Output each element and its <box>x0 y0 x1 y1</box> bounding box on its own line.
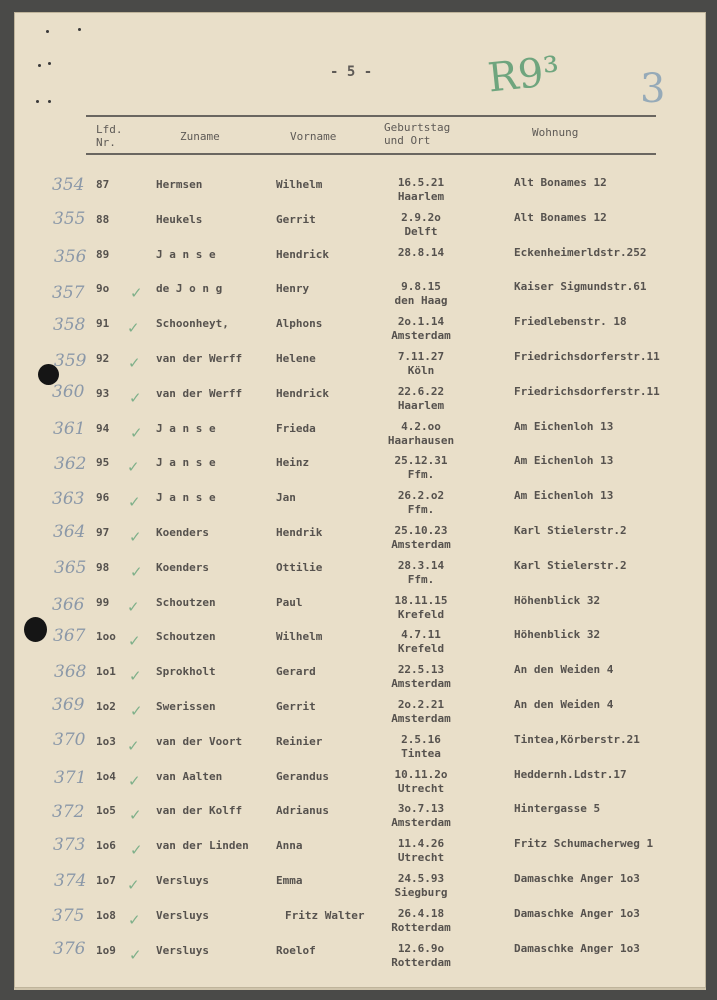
header-geburtstag: Geburtstag und Ort <box>384 121 451 147</box>
handwritten-running-number: 357 <box>52 283 85 304</box>
row-number: 1oo <box>96 630 116 644</box>
address-cell: Damaschke Anger 1o3 <box>514 941 640 955</box>
birth-date: 16.5.21 <box>397 176 445 189</box>
handwritten-running-number: 369 <box>52 695 85 715</box>
birth-date: 25.10.23 <box>394 524 448 537</box>
surname-cell: Heukels <box>156 212 203 226</box>
row-number: 93 <box>96 386 110 400</box>
table-row <box>0 487 717 521</box>
handwritten-running-number: 355 <box>53 208 86 229</box>
birth-cell <box>386 733 456 760</box>
handwritten-running-number: 368 <box>54 662 87 683</box>
surname-cell: Schoutzen <box>156 595 216 609</box>
check-mark-icon: ✓ <box>130 284 143 303</box>
birth-cell <box>386 454 456 481</box>
firstname-cell: Paul <box>276 595 303 609</box>
row-number: 98 <box>96 560 110 574</box>
handwritten-running-number: 372 <box>52 802 85 823</box>
address-cell: Friedrichsdorferstr.11 <box>514 350 660 363</box>
birth-date: 2.5.16 <box>401 732 441 746</box>
surname-cell: van der Linden <box>156 839 249 853</box>
check-mark-icon: ✓ <box>128 354 141 372</box>
check-mark-icon: ✓ <box>129 388 142 407</box>
address-cell: Damaschke Anger 1o3 <box>514 872 640 885</box>
surname-cell: Versluys <box>156 943 209 957</box>
punch-mark <box>48 62 51 65</box>
handwritten-running-number: 374 <box>54 871 87 891</box>
address-cell: Am Eichenloh 13 <box>514 419 614 433</box>
birth-cell <box>386 628 456 655</box>
table-row <box>0 940 717 974</box>
table-row <box>0 418 717 452</box>
row-number: 1o3 <box>96 734 116 748</box>
address-cell: Hintergasse 5 <box>514 802 601 816</box>
check-mark-icon: ✓ <box>130 841 143 860</box>
birth-date: 2.9.2o <box>401 210 441 224</box>
firstname-cell: Jan <box>276 491 296 505</box>
birth-date: 4.2.oo <box>401 419 441 433</box>
row-number: 1o9 <box>96 943 116 957</box>
birth-date: 3o.7.13 <box>397 802 445 816</box>
row-number: 1o1 <box>96 665 116 679</box>
birth-place: Tintea <box>401 746 441 760</box>
surname-cell: Koenders <box>156 560 209 574</box>
table-row <box>0 348 717 382</box>
table-row <box>0 174 717 208</box>
row-number: 88 <box>96 212 110 226</box>
handwritten-running-number: 354 <box>52 175 85 195</box>
birth-cell <box>386 698 456 725</box>
row-number: 91 <box>96 317 110 331</box>
birth-place: Krefeld <box>397 607 445 621</box>
birth-date: 26.2.o2 <box>397 489 445 503</box>
check-mark-icon: ✓ <box>127 458 140 477</box>
birth-cell <box>386 280 456 307</box>
address-cell: Heddernh.Ldstr.17 <box>514 767 627 781</box>
birth-date: 22.5.13 <box>397 663 445 677</box>
surname-cell: J a n s e <box>156 456 216 470</box>
birth-cell <box>386 246 456 260</box>
check-mark-icon: ✓ <box>128 632 141 651</box>
birth-cell <box>386 907 456 934</box>
firstname-cell: Hendrick <box>276 247 329 261</box>
birth-place: Utrecht <box>397 781 445 795</box>
surname-cell: J a n s e <box>156 421 216 435</box>
punch-mark <box>36 100 39 103</box>
surname-cell: Versluys <box>156 908 209 922</box>
table-row <box>0 731 717 765</box>
handwritten-running-number: 356 <box>54 246 87 267</box>
firstname-cell: Adrianus <box>276 804 329 818</box>
birth-date: 10.11.2o <box>394 767 448 781</box>
check-mark-icon: ✓ <box>128 910 141 929</box>
birth-date: 4.7.11 <box>401 628 441 642</box>
birth-cell <box>386 385 456 412</box>
surname-cell: van der Werff <box>156 386 243 400</box>
surname-cell: van der Werff <box>156 352 243 365</box>
firstname-cell: Hendrik <box>276 526 323 539</box>
row-number: 1o4 <box>96 769 116 783</box>
surname-cell: Swerissen <box>156 700 216 713</box>
row-number: 99 <box>96 595 110 609</box>
birth-place: Ffm. <box>407 503 435 517</box>
birth-place: Amsterdam <box>391 677 451 691</box>
address-cell: Alt Bonames 12 <box>514 210 607 224</box>
handwritten-corner-number: 3 <box>640 66 666 112</box>
punch-mark <box>48 100 51 103</box>
punch-mark <box>46 30 49 33</box>
handwritten-running-number: 373 <box>53 835 86 856</box>
handwritten-running-number: 361 <box>53 418 86 439</box>
row-number: 1o8 <box>96 908 116 922</box>
row-number: 1o7 <box>96 874 116 887</box>
address-cell: Tintea,Körberstr.21 <box>514 732 640 746</box>
firstname-cell: Fritz Walter <box>285 908 365 922</box>
firstname-cell: Roelof <box>276 943 316 957</box>
check-mark-icon: ✓ <box>130 423 143 442</box>
row-number: 89 <box>96 247 110 261</box>
row-number: 1o6 <box>96 839 116 853</box>
birth-place: Rotterdam <box>391 955 451 969</box>
firstname-cell: Emma <box>276 874 303 887</box>
handwritten-green-mark: R9³ <box>485 48 562 102</box>
firstname-cell: Helene <box>276 352 316 365</box>
firstname-cell: Wilhelm <box>276 630 323 644</box>
firstname-cell: Hendrick <box>276 386 329 400</box>
surname-cell: J a n s e <box>156 247 216 261</box>
address-cell: Damaschke Anger 1o3 <box>514 906 640 920</box>
table-row <box>0 452 717 486</box>
address-cell: Höhenblick 32 <box>514 628 601 642</box>
birth-cell <box>386 837 456 864</box>
birth-place: Utrecht <box>397 851 445 865</box>
row-number: 1o2 <box>96 700 116 713</box>
birth-place: Ffm. <box>407 572 435 586</box>
birth-date: 12.6.9o <box>397 941 445 955</box>
birth-place: Amsterdam <box>391 712 451 725</box>
row-number: 1o5 <box>96 804 116 818</box>
birth-place: Amsterdam <box>391 329 451 343</box>
birth-place: Köln <box>407 364 435 377</box>
check-mark-icon: ✓ <box>129 667 142 686</box>
address-cell: Höhenblick 32 <box>514 593 601 607</box>
handwritten-running-number: 363 <box>52 489 85 510</box>
birth-date: 28.8.14 <box>397 245 445 259</box>
table-row <box>0 278 717 312</box>
handwritten-running-number: 362 <box>54 454 87 475</box>
table-row <box>0 626 717 660</box>
page-number: - 5 - <box>330 64 373 80</box>
firstname-cell: Ottilie <box>276 560 323 574</box>
birth-place: Amsterdam <box>391 538 451 551</box>
birth-place: Haarlem <box>397 398 445 412</box>
table-row <box>0 383 717 417</box>
birth-date: 24.5.93 <box>397 872 445 885</box>
birth-cell <box>386 942 456 969</box>
surname-cell: Schoonheyt, <box>156 317 229 331</box>
surname-cell: J a n s e <box>156 491 216 505</box>
birth-place: Haarlem <box>397 190 445 203</box>
punch-mark <box>38 64 41 67</box>
address-cell: Friedlebenstr. 18 <box>514 315 627 329</box>
check-mark-icon: ✓ <box>129 945 142 964</box>
table-row <box>0 696 717 730</box>
birth-date: 25.12.31 <box>394 454 448 468</box>
firstname-cell: Wilhelm <box>276 178 323 191</box>
firstname-cell: Heinz <box>276 456 310 470</box>
table-row <box>0 244 717 278</box>
check-mark-icon: ✓ <box>129 528 142 546</box>
birth-place: den Haag <box>394 294 448 308</box>
table-row <box>0 766 717 800</box>
header-wohnung: Wohnung <box>532 126 579 139</box>
header-bottom-rule <box>86 153 656 155</box>
birth-date: 11.4.26 <box>397 837 445 851</box>
birth-place: Delft <box>404 224 438 238</box>
table-row <box>0 592 717 626</box>
surname-cell: van Aalten <box>156 769 223 783</box>
row-number: 87 <box>96 178 110 191</box>
birth-cell <box>386 176 456 203</box>
birth-place: Krefeld <box>397 642 445 656</box>
address-cell: Kaiser Sigmundstr.61 <box>514 280 647 294</box>
firstname-cell: Gerandus <box>276 769 329 783</box>
table-row <box>0 313 717 347</box>
address-cell: Fritz Schumacherweg 1 <box>514 837 654 851</box>
surname-cell: de J o n g <box>156 282 223 296</box>
birth-date: 9.8.15 <box>401 280 441 294</box>
address-cell: Alt Bonames 12 <box>514 176 607 189</box>
firstname-cell: Gerrit <box>276 700 316 713</box>
check-mark-icon: ✓ <box>129 806 142 825</box>
header-lfd-nr: Lfd. Nr. <box>96 123 123 149</box>
table-row <box>0 557 717 591</box>
birth-place: Amsterdam <box>391 816 451 830</box>
firstname-cell: Gerrit <box>276 212 316 226</box>
row-number: 95 <box>96 456 110 470</box>
birth-cell <box>386 802 456 829</box>
birth-cell <box>386 559 456 586</box>
surname-cell: van der Voort <box>156 734 243 748</box>
check-mark-icon: ✓ <box>127 597 140 616</box>
check-mark-icon: ✓ <box>128 771 141 790</box>
surname-cell: Sprokholt <box>156 665 216 679</box>
table-row <box>0 800 717 834</box>
address-cell: Friedrichsdorferstr.11 <box>514 384 660 398</box>
surname-cell: van der Kolff <box>156 804 243 818</box>
birth-date: 2o.2.21 <box>397 698 445 711</box>
birth-cell <box>386 768 456 795</box>
row-number: 97 <box>96 526 110 539</box>
birth-cell <box>386 524 456 551</box>
address-cell: An den Weiden 4 <box>514 698 614 711</box>
birth-cell <box>386 315 456 342</box>
check-mark-icon: ✓ <box>128 493 141 512</box>
birth-cell <box>386 420 456 447</box>
address-cell: Am Eichenloh 13 <box>514 454 614 468</box>
header-zuname: Zuname <box>180 130 220 143</box>
check-mark-icon: ✓ <box>130 702 143 720</box>
birth-place: Rotterdam <box>391 920 451 934</box>
handwritten-running-number: 360 <box>52 381 85 402</box>
table-row <box>0 661 717 695</box>
handwritten-running-number: 367 <box>53 626 86 647</box>
check-mark-icon: ✓ <box>127 736 140 755</box>
surname-cell: Schoutzen <box>156 630 216 644</box>
birth-cell <box>386 350 456 377</box>
firstname-cell: Alphons <box>276 317 323 331</box>
birth-date: 2o.1.14 <box>397 315 445 329</box>
row-number: 9o <box>96 282 110 296</box>
table-row <box>0 905 717 939</box>
handwritten-running-number: 359 <box>54 351 87 371</box>
address-cell: An den Weiden 4 <box>514 663 614 677</box>
page-edge <box>14 988 706 990</box>
surname-cell: Hermsen <box>156 178 203 191</box>
table-row <box>0 835 717 869</box>
birth-place: Ffm. <box>407 468 435 482</box>
handwritten-running-number: 370 <box>53 729 86 750</box>
handwritten-running-number: 371 <box>54 767 87 788</box>
birth-date: 28.3.14 <box>397 558 445 572</box>
handwritten-running-number: 376 <box>53 938 86 959</box>
firstname-cell: Gerard <box>276 665 316 679</box>
address-cell: Karl Stielerstr.2 <box>514 558 627 572</box>
birth-date: 18.11.15 <box>394 593 448 607</box>
row-number: 92 <box>96 352 110 365</box>
birth-cell <box>386 211 456 238</box>
firstname-cell: Henry <box>276 282 310 296</box>
handwritten-running-number: 365 <box>54 557 87 578</box>
table-row <box>0 870 717 904</box>
check-mark-icon: ✓ <box>127 319 140 338</box>
address-cell: Karl Stielerstr.2 <box>514 524 627 537</box>
handwritten-running-number: 358 <box>53 315 86 336</box>
birth-date: 22.6.22 <box>397 384 445 398</box>
firstname-cell: Frieda <box>276 421 316 435</box>
birth-cell <box>386 663 456 690</box>
handwritten-running-number: 366 <box>52 594 85 615</box>
birth-date: 26.4.18 <box>397 906 445 920</box>
birth-cell <box>386 489 456 516</box>
table-row <box>0 209 717 243</box>
header-vorname: Vorname <box>290 130 337 143</box>
row-number: 96 <box>96 491 110 505</box>
check-mark-icon: ✓ <box>127 876 140 894</box>
surname-cell: Versluys <box>156 874 209 887</box>
row-number: 94 <box>96 421 110 435</box>
birth-cell <box>386 872 456 899</box>
firstname-cell: Anna <box>276 839 303 853</box>
firstname-cell: Reinier <box>276 734 323 748</box>
address-cell: Am Eichenloh 13 <box>514 489 614 503</box>
handwritten-running-number: 375 <box>52 905 85 926</box>
check-mark-icon: ✓ <box>130 562 143 581</box>
birth-place: Haarhausen <box>387 433 455 447</box>
birth-date: 7.11.27 <box>397 350 445 363</box>
surname-cell: Koenders <box>156 526 209 539</box>
handwritten-running-number: 364 <box>53 522 86 542</box>
punch-mark <box>78 28 81 31</box>
birth-place: Siegburg <box>394 886 448 899</box>
table-row <box>0 522 717 556</box>
birth-cell <box>386 594 456 621</box>
address-cell: Eckenheimerldstr.252 <box>514 245 647 259</box>
header-top-rule <box>86 115 656 117</box>
